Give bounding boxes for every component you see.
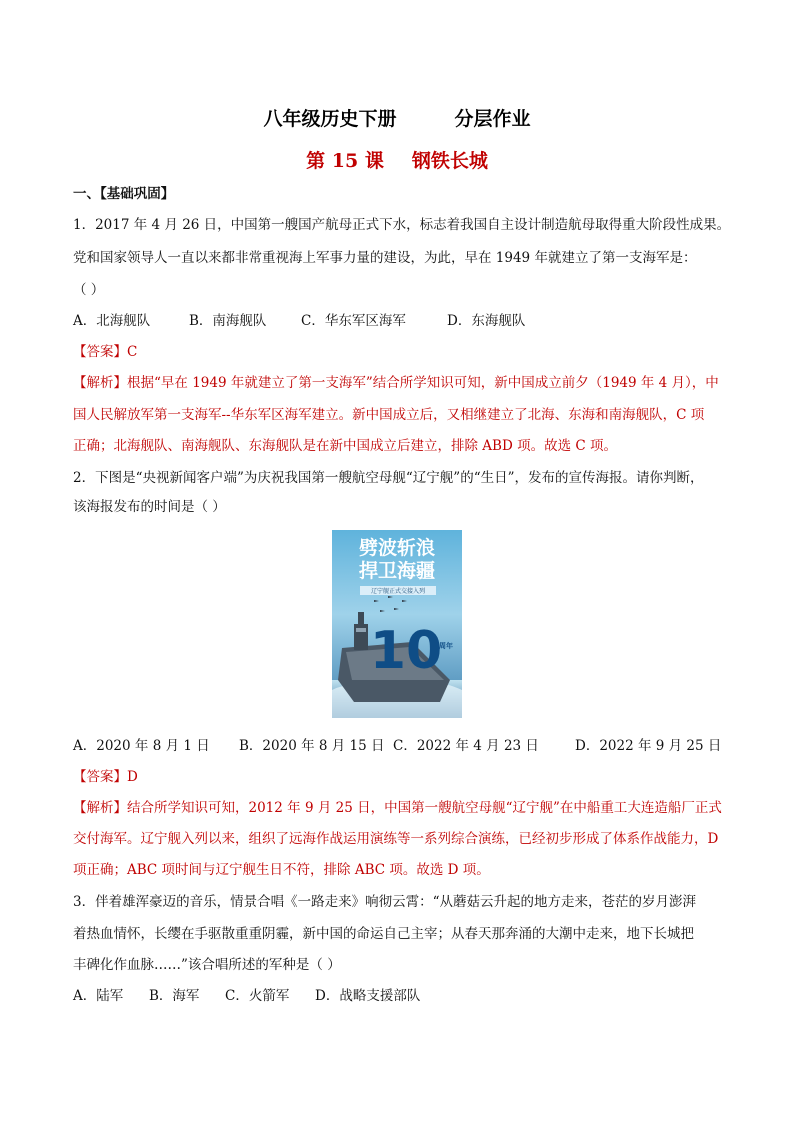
q3-stem-line: 3．伴着雄浑豪迈的音乐，情景合唱《一路走来》响彻云霄：“从蘑菇云升起的地方走来，苍茫的岁月澎湃	[73, 894, 696, 910]
q3-stem-line: 着热血情怀，长缨在手驱散重重阴霾，新中国的命运自己主宰；从春天那奔涌的大潮中走来，地下长城把	[73, 926, 694, 942]
q3-option-d: D．战略支援部队	[315, 988, 421, 1004]
q2-answer-label: 【答案】	[73, 769, 127, 785]
q1-analysis-line	[73, 373, 753, 393]
q2-answer	[73, 767, 753, 787]
q1-analysis-label: 【解析】	[73, 375, 127, 391]
poster-number: 10	[369, 621, 443, 681]
q2-analysis-line: 交付海军。辽宁舰入列以来，组织了远海作战运用演练等一系列综合演练，已经初步形成了体系作战能力，D	[73, 831, 719, 847]
poster-slogan-2: 捍卫海疆	[358, 560, 436, 582]
q3-option-b: B．海军	[149, 988, 200, 1004]
q3-option-c: C．火箭军	[225, 988, 290, 1004]
q1-options	[73, 311, 753, 331]
q1-analysis-line: 国人民解放军第一支海军--华东军区海军建立。新中国成立后，又相继建立了北海、东海和南海舰队，C 项	[73, 407, 705, 423]
q2-stem-line: 该海报发布的时间是（ ）	[73, 499, 226, 515]
lesson-number: 第 15 课	[306, 150, 384, 172]
q2-analysis-line	[73, 798, 753, 818]
q2-option-d: D．2022 年 9 月 25 日	[575, 738, 722, 754]
title-left: 八年级历史下册	[263, 108, 397, 130]
poster-slogan-1: 劈波斩浪	[358, 537, 436, 559]
poster-small-caption: 辽宁舰正式交接入列	[370, 588, 426, 595]
q1-option-a: A．北海舰队	[73, 313, 151, 329]
title-right: 分层作业	[454, 108, 531, 130]
q1-analysis-text: 根据“早在 1949 年就建立了第一支海军”结合所学知识可知，新中国成立前夕（1949 年 4 月），中	[127, 375, 719, 391]
poster-unit: 周年	[439, 642, 453, 650]
lesson-title	[0, 146, 794, 173]
q1-stem-line: （ ）	[73, 282, 105, 298]
q2-analysis-label: 【解析】	[73, 800, 127, 816]
q2-stem-line: 2．下图是“央视新闻客户端”为庆祝我国第一艘航空母舰“辽宁舰”的“生日”，发布的宣传海报。请你判断，	[73, 470, 704, 486]
q2-analysis-text: 结合所学知识可知，2012 年 9 月 25 日，中国第一艘航空母舰“辽宁舰”在中船重工大连造船厂正式	[127, 800, 722, 816]
q2-option-b: B．2020 年 8 月 15 日	[239, 738, 385, 754]
q2-option-c: C．2022 年 4 月 23 日	[393, 738, 539, 754]
poster-graphic	[332, 530, 462, 718]
q1-answer-label: 【答案】	[73, 344, 127, 360]
q2-analysis-line: 项正确；ABC 项时间与辽宁舰生日不符，排除 ABC 项。故选 D 项。	[73, 862, 490, 878]
q1-option-b: B．南海舰队	[189, 313, 267, 329]
lesson-name: 钢铁长城	[411, 150, 488, 172]
q2-answer-value: D	[127, 769, 138, 785]
document-title	[0, 104, 794, 131]
q2-option-a: A．2020 年 8 月 1 日	[73, 738, 210, 754]
q3-option-a: A．陆军	[73, 988, 124, 1004]
carrier-poster-image	[332, 530, 462, 718]
q3-options	[73, 986, 753, 1006]
q1-stem-line: 党和国家领导人一直以来都非常重视海上军事力量的建设，为此，早在 1949 年就建立了第一支海军是：	[73, 250, 697, 266]
q1-option-d: D．东海舰队	[447, 313, 526, 329]
q1-stem-line: 1．2017 年 4 月 26 日，中国第一艘国产航母正式下水，标志着我国自主设计制造航母取得重大阶段性成果。	[73, 217, 731, 233]
q1-analysis-line: 正确；北海舰队、南海舰队、东海舰队是在新中国成立后建立，排除 ABD 项。故选 C 项。	[73, 438, 617, 454]
q1-option-c: C．华东军区海军	[301, 313, 406, 329]
q3-stem-line: 丰碑化作血脉……”该合唱所述的军种是（ ）	[73, 957, 341, 973]
section-heading: 一、【基础巩固】	[73, 186, 175, 202]
q2-options	[73, 736, 753, 756]
q1-answer-value: C	[127, 344, 138, 360]
q1-answer	[73, 342, 753, 362]
